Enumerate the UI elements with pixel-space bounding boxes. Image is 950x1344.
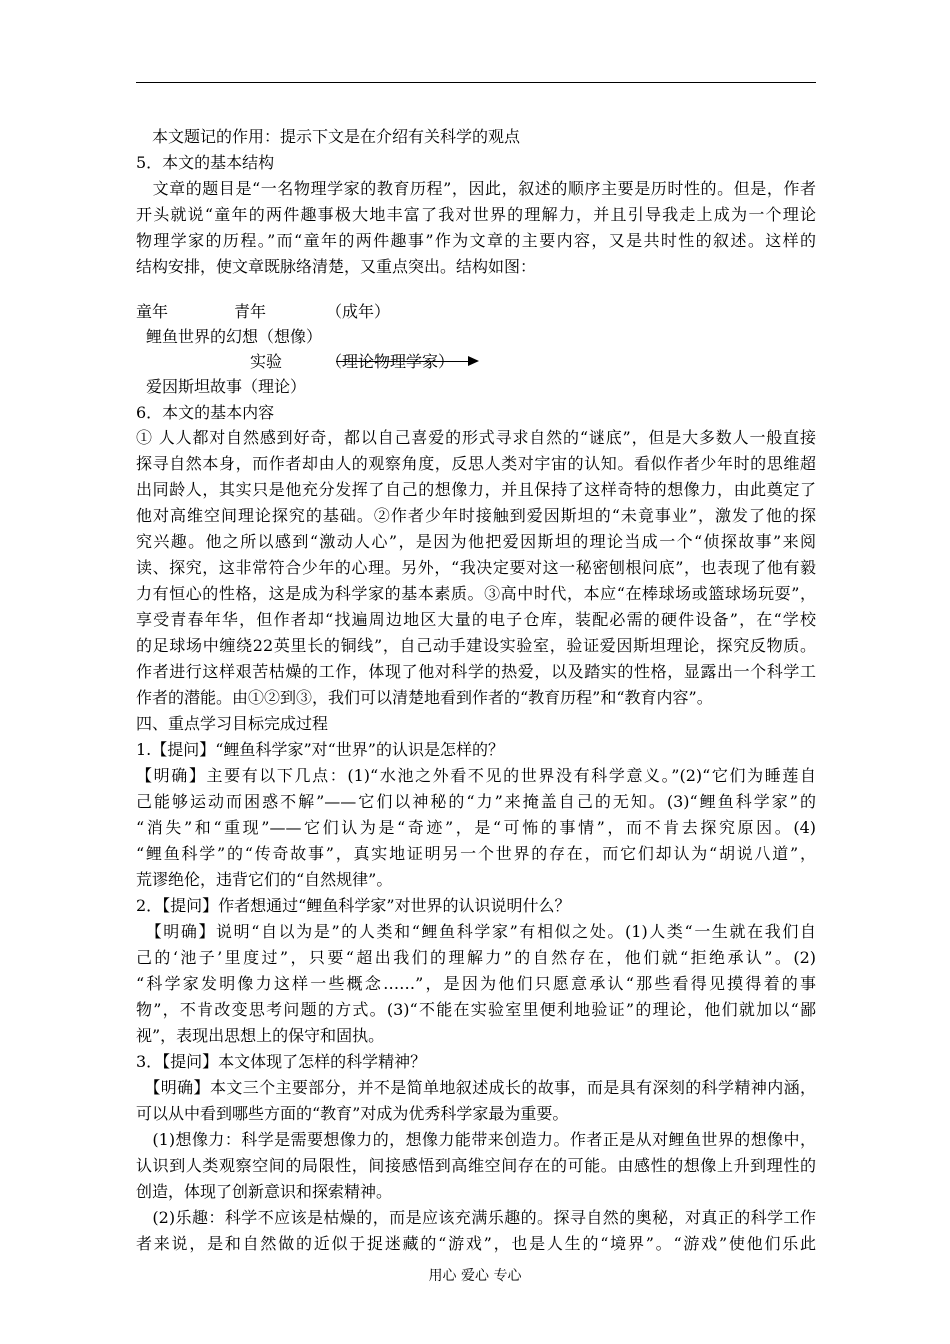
- text-line: 探寻自然本身，而作者却由人的观察角度，反思人类对宇宙的认知。看似作者少年时的思维超: [136, 454, 816, 473]
- text-line: 力有恒心的性格，这是成为科学家的基本素质。③高中时代，本应“在棒球场或篮球场玩耍”，: [136, 584, 816, 603]
- text-line: 究兴趣。他之所以感到“激动人心”，是因为他把爱因斯坦的理论当成一个“侦探故事”来阅: [136, 532, 816, 551]
- text-line: 物”，不肯改变思考问题的方式。(3)“不能在实验室里便利地验证”的理论，他们就加以“鄙: [136, 1000, 816, 1019]
- text-line: 己能够运动而困惑不解”——它们以神秘的“力”来掩盖自己的无知。(3)“鲤鱼科学家”的: [136, 792, 816, 811]
- diagram-fantasy: 鲤鱼世界的幻想（想像）: [146, 327, 323, 346]
- text-line: 享受青春年华，但作者却“找遍周边地区大量的电子仓库，装配必需的硬件设备”，在“学校: [136, 610, 816, 629]
- text-line: 物理学家的历程。”而“童年的两件趣事”作为文章的主要内容，又是共时性的叙述。这样的: [136, 231, 816, 250]
- question-line: 2．【提问】作者想通过“鲤鱼科学家”对世界的认识说明什么？: [136, 896, 571, 915]
- header-rule: [136, 82, 816, 83]
- text-line: 文章的题目是“一名物理学家的教育历程”，因此，叙述的顺序主要是历时性的。但是，作者: [136, 179, 816, 198]
- text-line: 【明确】主要有以下几点：(1)“水池之外看不见的世界没有科学意义。”(2)“它们为睡莲自: [136, 766, 816, 785]
- text-line: 的足球场中缠绕22英里长的铜线”，自己动手建设实验室，验证爱因斯坦理论，探究反物质。: [136, 636, 816, 655]
- text-line: 视”，表现出思想上的保守和固执。: [136, 1026, 385, 1045]
- diagram-youth: 青年: [234, 302, 267, 321]
- text-line: “消失”和“重现”——它们认为是“奇迹”，是“可怖的事情”，而不肯去探究原因。(4): [136, 818, 816, 837]
- text-line: 荒谬绝伦，违背它们的“自然规律”。: [136, 870, 393, 889]
- section-heading: 四、重点学习目标完成过程: [136, 714, 329, 733]
- diagram-adulthood: （成年）: [326, 302, 391, 321]
- text-line: “鲤鱼科学”的“传奇故事”，真实地证明另一个世界的存在，而它们却认为“胡说八道”，: [136, 844, 816, 863]
- text-line: ① 人人都对自然感到好奇，都以自己喜爱的形式寻求自然的“谜底”，但是大多数人一般直接: [136, 428, 816, 447]
- diagram-theory-physicist: （理论物理学家）: [326, 352, 455, 371]
- text-line: 可以从中看到哪些方面的“教育”对成为优秀科学家最为重要。: [136, 1104, 569, 1123]
- text-line: 读、探究，这非常符合少年的心理。另外，“我决定要对这一秘密刨根问底”，也表现了他有毅: [136, 558, 816, 577]
- text-line: (2)乐趣：科学不应该是枯燥的，而是应该充满乐趣的。探寻自然的奥秘，对真正的科学工作: [136, 1208, 816, 1227]
- diagram-childhood: 童年: [136, 302, 169, 321]
- text-line: (1)想像力：科学是需要想像力的，想像力能带来创造力。作者正是从对鲤鱼世界的想像中，: [136, 1130, 816, 1149]
- section-heading: 6．本文的基本内容: [136, 403, 275, 422]
- text-line: 本文题记的作用：提示下文是在介绍有关科学的观点: [136, 127, 521, 146]
- text-line: 作者的潜能。由①②到③，我们可以清楚地看到作者的“教育历程”和“教育内容”。: [136, 688, 713, 707]
- text-line: 开头就说“童年的两件趣事极大地丰富了我对世界的理解力，并且引导我走上成为一个理论: [136, 205, 816, 224]
- diagram-arrow-head: [468, 356, 479, 366]
- text-line: 作者进行这样艰苦枯燥的工作，体现了他对科学的热爱，以及踏实的性格，显露出一个科学工: [136, 662, 816, 681]
- text-line: 创造，体现了创新意识和探索精神。: [136, 1182, 393, 1201]
- page-footer: 用心 爱心 专心: [428, 1268, 522, 1284]
- text-line: 认识到人类观察空间的局限性，间接感悟到高维空间存在的可能。由感性的想像上升到理性的: [136, 1156, 816, 1175]
- diagram-einstein: 爱因斯坦故事（理论）: [146, 377, 307, 396]
- text-line: 者来说，是和自然做的近似于捉迷藏的“游戏”，也是人生的“境界”。“游戏”使他们乐此: [136, 1234, 816, 1253]
- text-line: 【明确】说明“自以为是”的人类和“鲤鱼科学家”有相似之处。(1)人类“一生就在我们自: [136, 922, 816, 941]
- diagram-experiment: 实验: [250, 352, 283, 371]
- question-line: 1.【提问】“鲤鱼科学家”对“世界”的认识是怎样的？: [136, 740, 504, 759]
- section-heading: 5．本文的基本结构: [136, 153, 275, 172]
- text-line: “科学家发明像力这样一些概念……”，是因为他们只愿意承认“那些看得见摸得着的事: [136, 974, 816, 993]
- diagram-arrow: [336, 361, 470, 362]
- text-line: 【明确】本文三个主要部分，并不是简单地叙述成长的故事，而是具有深刻的科学精神内涵，: [136, 1078, 816, 1097]
- text-line: 己的‘池子’里度过”，只要“超出我们的理解力”的自然存在，他们就“拒绝承认”。(2): [136, 948, 816, 967]
- text-line: 他对高维空间理论探究的基础。②作者少年时接触到爱因斯坦的“未竟事业”，激发了他的探: [136, 506, 816, 525]
- text-line: 出同龄人，其实只是他充分发挥了自己的想像力，并且保持了这样奇特的想像力，由此奠定了: [136, 480, 816, 499]
- question-line: 3．【提问】本文体现了怎样的科学精神？: [136, 1052, 427, 1071]
- text-line: 结构安排，使文章既脉络清楚，又重点突出。结构如图：: [136, 257, 537, 276]
